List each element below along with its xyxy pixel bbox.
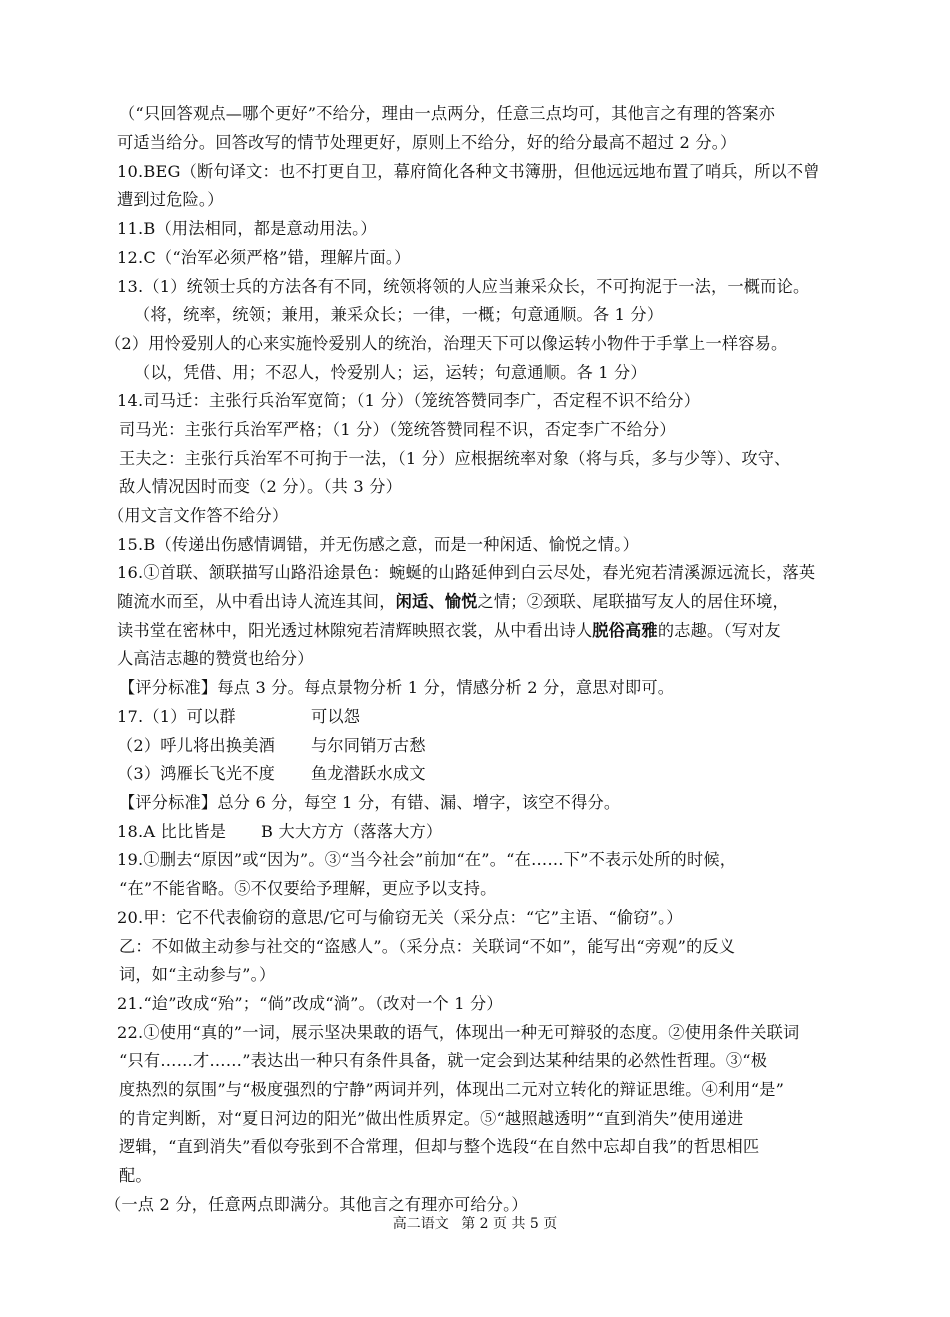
text-line: 的肯定判断，对“夏日河边的阳光”做出性质界定。⑤“越照越透明”“直到消失”使用递进	[119, 1109, 744, 1128]
text-line: 度热烈的氛围”与“极度强烈的宁静”两词并列，体现出二元对立转化的辩证思维。④利用“是”	[119, 1080, 785, 1099]
text-line: 【评分标准】总分 6 分，每空 1 分，有错、漏、增字，该空不得分。	[119, 793, 621, 812]
text-line: 词，如“主动参与”。）	[119, 965, 276, 984]
text-segment: 的志趣。（写对友	[657, 621, 781, 640]
text-segment: 之情；②颈联、尾联描写友人的居住环境，	[477, 592, 789, 611]
text-line: 19.①删去“原因”或“因为”。③“当今社会”前加“在”。“在……下”不表示处所的时候，	[117, 850, 737, 869]
text-line: 鱼龙潜跃水成文	[311, 764, 426, 783]
text-line: 逻辑，“直到消失”看似夸张到不合常理，但却与整个选段“在自然中忘却自我”的哲思相匹	[119, 1137, 760, 1156]
text-line: 敌人情况因时而变（2 分）。（共 3 分）	[119, 477, 403, 496]
text-line: B 大大方方（落落大方）	[261, 822, 443, 841]
text-line: （将，统率，统领；兼用，兼采众长；一律，一概；句意通顺。各 1 分）	[134, 305, 664, 324]
text-line: 14.司马迁：主张行兵治军宽简；（1 分）（笼统答赞同李广，否定程不识不给分）	[117, 391, 701, 410]
text-line: 16.①首联、颔联描写山路沿途景色：蜿蜒的山路延伸到白云尽处，春光宛若清溪源远流长，落英	[117, 563, 816, 582]
emphasis-text: 脱俗高雅	[592, 621, 658, 640]
text-line: （“只回答观点—哪个更好”不给分，理由一点两分，任意三点均可，其他言之有理的答案亦	[119, 104, 776, 123]
text-line	[117, 591, 789, 613]
text-line: 人高洁志趣的赞赏也给分）	[117, 649, 314, 668]
text-line: 15.B（传递出伤感情调错，并无伤感之意，而是一种闲适、愉悦之情。）	[117, 535, 639, 554]
text-line: 【评分标准】每点 3 分。每点景物分析 1 分，情感分析 2 分，意思对即可。	[119, 678, 675, 697]
text-line: 20.甲：它不代表偷窃的意思/它可与偷窃无关（采分点：“它”主语、“偷窃”。）	[117, 908, 683, 927]
footer-page-info: 第 2 页 共 5 页	[461, 1216, 558, 1232]
text-line: 遭到过危险。）	[117, 190, 224, 209]
text-line: 13.（1）统领士兵的方法各有不同，统领将领的人应当兼采众长，不可拘泥于一法，一概而论。	[117, 277, 810, 296]
text-line: 18.A 比比皆是	[117, 822, 227, 841]
text-line: 王夫之：主张行兵治军不可拘于一法，（1 分）应根据统率对象（将与兵，多与少等）、攻守、	[119, 449, 791, 468]
text-line: 司马光：主张行兵治军严格；（1 分）（笼统答赞同程不识，否定李广不给分）	[119, 420, 676, 439]
text-segment: 随流水而至，从中看出诗人流连其间，	[117, 592, 396, 611]
text-line: （3）鸿雁长飞光不度	[117, 764, 275, 783]
text-line: 乙：不如做主动参与社交的“盗感人”。（采分点：关联词“不如”，能写出“旁观”的反义	[119, 937, 736, 956]
page-footer	[0, 1214, 950, 1234]
text-segment: 读书堂在密林中，阳光透过林隙宛若清辉映照衣裳，从中看出诗人	[117, 621, 593, 640]
text-line	[117, 620, 781, 642]
text-line: （以，凭借、用；不忍人，怜爱别人；运，运转；句意通顺。各 1 分）	[134, 363, 647, 382]
text-line: （2）用怜爱别人的心来实施怜爱别人的统治，治理天下可以像运转小物件于手掌上一样容易。	[105, 334, 788, 353]
text-line: （一点 2 分，任意两点即满分。其他言之有理亦可给分。）	[105, 1195, 528, 1214]
emphasis-text: 闲适、愉悦	[395, 592, 478, 611]
text-line: 17.（1）可以群	[117, 707, 236, 726]
text-line: “在”不能省略。⑤不仅要给予理解，更应予以支持。	[119, 879, 497, 898]
text-line: 10.BEG（断句译文：也不打更自卫，幕府简化各种文书簿册，但他远远地布置了哨兵，所以不曾	[117, 162, 820, 181]
text-line: （2）呼儿将出换美酒	[117, 736, 275, 755]
text-line: （用文言文作答不给分）	[108, 506, 289, 525]
text-line: 11.B（用法相同，都是意动用法。）	[117, 219, 377, 238]
text-line: 可以怨	[311, 707, 361, 726]
text-line: 配。	[119, 1166, 152, 1185]
text-line: “只有……才……”表达出一种只有条件具备，就一定会到达某种结果的必然性哲理。③“极	[119, 1051, 768, 1070]
text-line: 与尔同销万古愁	[311, 736, 426, 755]
text-line: 22.①使用“真的”一词，展示坚决果敢的语气，体现出一种无可辩驳的态度。②使用条件关联词	[117, 1023, 800, 1042]
text-line: 21.“迨”改成“殆”；“倘”改成“淌”。（改对一个 1 分）	[117, 994, 503, 1013]
text-line: 12.C（“治军必须严格”错，理解片面。）	[117, 248, 411, 267]
footer-subject: 高二语文	[392, 1216, 449, 1232]
text-line: 可适当给分。回答改写的情节处理更好，原则上不给分，好的给分最高不超过 2 分。）	[117, 133, 737, 152]
